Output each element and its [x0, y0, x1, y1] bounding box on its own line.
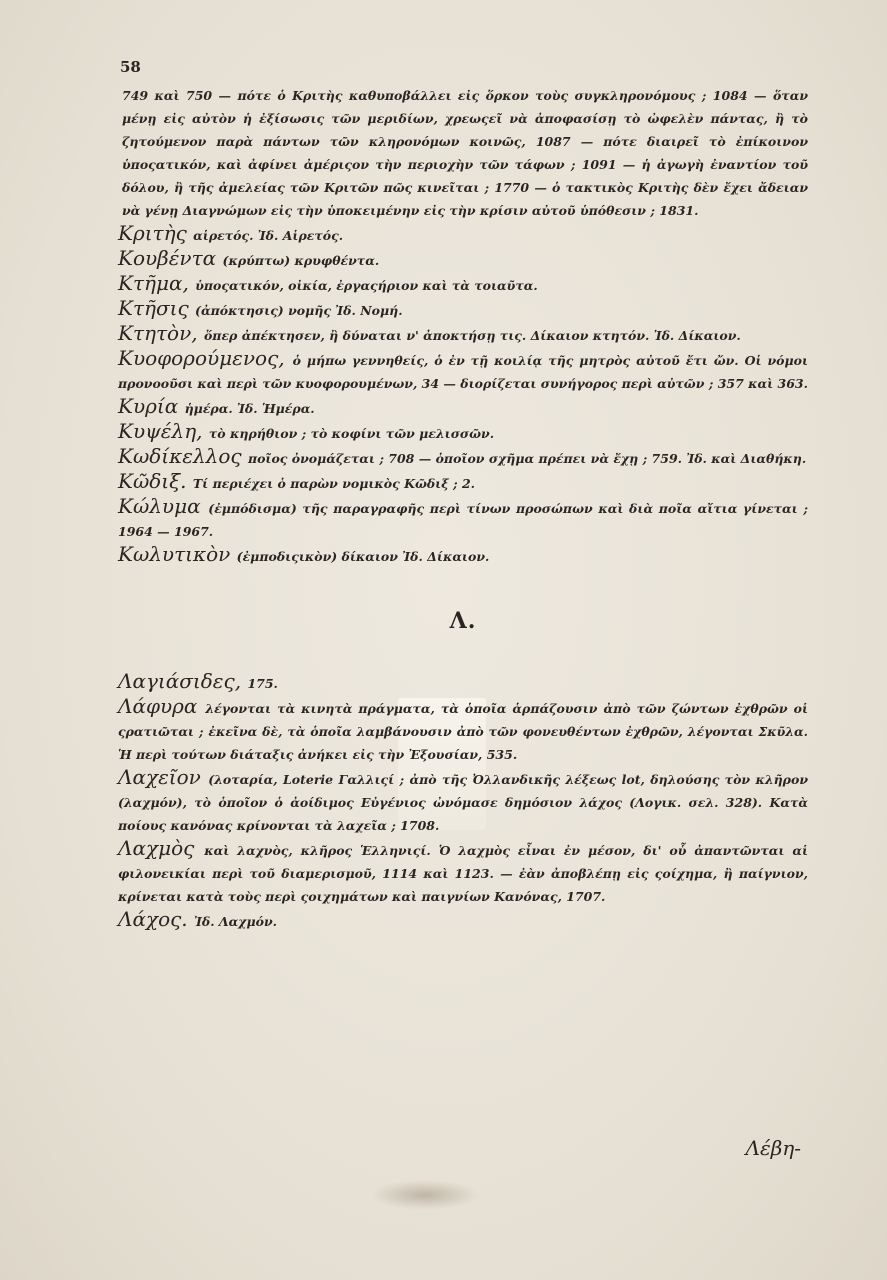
entry: [118, 695, 808, 766]
entry-headword: Κυρία: [118, 394, 179, 418]
entry-text: ἡμέρα. Ἰδ. Ἡμέρα.: [184, 401, 315, 416]
entry-text: λέγονται τὰ κινητὰ πράγματα, τὰ ὁποῖα ἁρπάζουσιν ἀπὸ τῶν ζώντων ἐχθρῶν οἱ ςρατιῶται ; ἐκεῖνα δὲ, τὰ ὁποῖα λαμβάνουσιν ἀπὸ τῶν φονευθέντων ἐχθρῶν, λέγονται Σκῦλα. Ἡ περὶ τούτων διάταξις ἀνήκει εἰς τὴν Ἐξουσίαν, 535.: [118, 701, 808, 762]
entry-continuation: [118, 84, 808, 222]
entry-headword: Κυψέλη,: [118, 419, 203, 443]
entry-headword: Κτητὸν,: [118, 321, 198, 345]
entry-headword: Κτῆμα,: [118, 271, 189, 295]
entry-headword: Λάχος.: [118, 907, 188, 931]
entry: [118, 837, 808, 908]
entry-text: ὑποςατικόν, οἰκία, ἐργαςήριον καὶ τὰ τοιαῦτα.: [195, 278, 538, 293]
entry-headword: Κωδίκελλος: [118, 444, 242, 468]
entry-headword: Κυοφορούμενος,: [118, 346, 285, 370]
entry-headword: Λαχεῖον: [118, 765, 201, 789]
entry: [118, 766, 808, 837]
entry-text: ποῖος ὀνομάζεται ; 708 — ὁποῖον σχῆμα πρέπει νὰ ἔχῃ ; 759. Ἰδ. καὶ Διαθήκη.: [247, 451, 807, 466]
paper-stain: [370, 1180, 480, 1210]
entry: [118, 908, 808, 933]
entry: [118, 272, 808, 297]
entry-text: Τί περιέχει ὁ παρὼν νομικὸς Κῶδιξ ; 2.: [192, 476, 476, 491]
entry: [118, 395, 808, 420]
entry: [118, 420, 808, 445]
entry-text: (ἐμποδιςικὸν) δίκαιον Ἰδ. Δίκαιον.: [236, 549, 490, 564]
entry-headword: Κωλυτικὸν: [118, 542, 231, 566]
entry-headword: Λάφυρα: [118, 694, 198, 718]
entry-headword: Κουβέντα: [118, 246, 217, 270]
entry-text: ὁ μήπω γεννηθείς, ὁ ἐν τῇ κοιλίᾳ τῆς μητρὸς αὐτοῦ ἔτι ὤν. Οἱ νόμοι προνοοῦσι καὶ περὶ τῶν κυοφορουμένων, 34 — διορίζεται συνήγορος περὶ αὐτῶν ; 357 καὶ 363.: [118, 353, 808, 391]
entry-text: καὶ λαχνὸς, κλῆρος Ἑλληνιςί. Ὁ λαχμὸς εἶναι ἐν μέσον, δι' οὗ ἀπαντῶνται αἱ φιλονεικίαι περὶ τοῦ διαμερισμοῦ, 1114 καὶ 1123. — ἐὰν ἀποβλέπῃ εἰς ςοίχημα, ἢ παίγνιον, κρίνεται κατὰ τοὺς περὶ ςοιχημάτων καὶ παιγνίων Κανόνας, 1707.: [118, 843, 808, 904]
entry: [118, 222, 808, 247]
entry-text: (λοταρία, Loterie Γαλλιςί ; ἀπὸ τῆς Ὀλλανδικῆς λέξεως lot, δηλούσης τὸν κλῆρον (λαχμόν), τὸ ὁποῖον ὁ ἀοίδιμος Εὐγένιος ὠνόμασε δημόσιον λάχος (Λογικ. σελ. 328). Κατὰ ποίους κανόνας κρίνονται τὰ λαχεῖα ; 1708.: [118, 772, 809, 833]
entry-headword: Λαγιάσιδες,: [118, 669, 242, 693]
entry-text: αἱρετός. Ἰδ. Αἱρετός.: [193, 228, 344, 243]
entry: [118, 347, 808, 395]
entry: [118, 445, 808, 470]
section-letter-heading: Λ.: [449, 608, 477, 634]
entry-text: 749 καὶ 750 — πότε ὁ Κριτὴς καθυποβάλλει εἰς ὅρκον τοὺς συγκληρονόμους ; 1084 — ὅταν μένῃ εἰς αὐτὸν ἡ ἐξίσωσις τῶν μεριδίων, χρεωςεῖ νὰ ἀποφασίσῃ τὸ ὠφελὲν πάντας, ἢ τὸ ζητούμενον παρὰ πάντων τῶν κληρονόμων κοινῶς, 1087 — πότε διαιρεῖ τὸ ἐπίκοινον ὑποςατικόν, καὶ ἀφίνει ἀμέριςον τὴν περιοχὴν τῶν τάφων ; 1091 — ἡ ἀγωγὴ ἐναντίον τοῦ δόλου, ἢ τῆς ἀμελείας τῶν Κριτῶν πῶς κινεῖται ; 1770 — ὁ τακτικὸς Κριτὴς δὲν ἔχει ἄδειαν νὰ γένῃ Διαγνώμων εἰς τὴν ὑποκειμένην εἰς τὴν κρίσιν αὐτοῦ ὑπόθεσιν ; 1831.: [122, 88, 808, 218]
entry: [118, 670, 808, 695]
entry-text: ὅπερ ἀπέκτησεν, ἢ δύναται ν' ἀποκτήσῃ τις. Δίκαιον κτητόν. Ἰδ. Δίκαιον.: [203, 328, 741, 343]
entry-headword: Κῶδιξ.: [118, 469, 187, 493]
entries-column: [118, 84, 808, 933]
entry-headword: Λαχμὸς: [118, 836, 195, 860]
catchword: Λέβη-: [745, 1136, 801, 1160]
entry-text: τὸ κηρήθιον ; τὸ κοφίνι τῶν μελισσῶν.: [208, 426, 495, 441]
entry: [118, 322, 808, 347]
entry: [118, 543, 808, 568]
entry-text: Ἰδ. Λαχμόν.: [194, 914, 277, 929]
entry-text: (ἐμπόδισμα) τῆς παραγραφῆς περὶ τίνων προσώπων καὶ διὰ ποῖα αἴτια γίνεται ; 1964 — 1967.: [118, 501, 808, 539]
entry-headword: Κτῆσις: [118, 296, 189, 320]
entry: [118, 495, 808, 543]
page-number: 58: [120, 58, 141, 76]
entry-text: 175.: [247, 676, 278, 691]
entry: [118, 247, 808, 272]
entry-text: (κρύπτω) κρυφθέντα.: [222, 253, 380, 268]
entry: [118, 470, 808, 495]
entry-headword: Κριτὴς: [118, 221, 187, 245]
entry-headword: Κώλυμα: [118, 494, 201, 518]
entry-text: (ἀπόκτησις) νομῆς Ἰδ. Νομή.: [195, 303, 403, 318]
entry: [118, 297, 808, 322]
